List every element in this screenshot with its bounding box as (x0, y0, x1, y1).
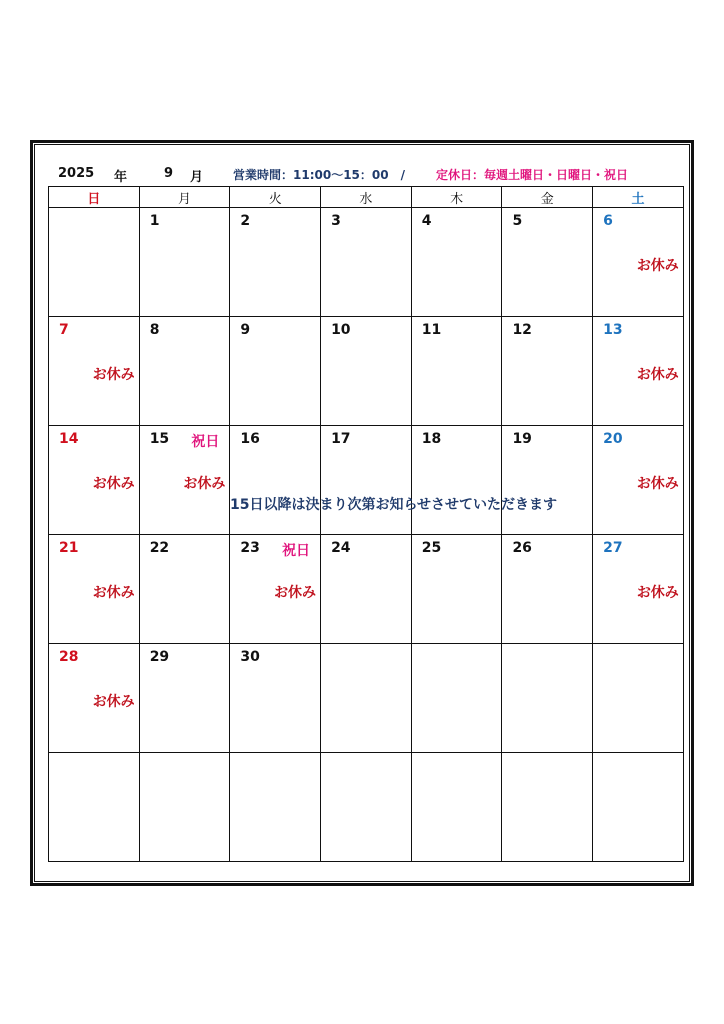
day-cell (593, 753, 684, 862)
day-number: 15 (149, 431, 170, 447)
day-number: 23 (240, 540, 260, 556)
closed-label: お休み (92, 585, 135, 601)
day-cell (593, 317, 684, 426)
day-number: 14 (59, 431, 79, 447)
day-number: 29 (149, 649, 170, 665)
weekday-mon: 月 (139, 187, 230, 208)
day-cell (230, 753, 321, 862)
day-cell (321, 426, 412, 535)
closed-label: お休み (636, 258, 679, 274)
business-hours: 営業時間：11:00〜15：00 / (233, 168, 405, 182)
day-cell (321, 644, 412, 753)
year-unit-label: 年 (114, 170, 128, 185)
calendar-header (48, 164, 676, 186)
day-cell (139, 317, 230, 426)
day-number: 11 (421, 322, 442, 338)
regular-holidays: 定休日：毎週土曜日・日曜日・祝日 (436, 168, 629, 182)
day-cell (502, 426, 593, 535)
week-row (49, 317, 684, 426)
day-number: 22 (149, 540, 170, 556)
week-row (49, 753, 684, 862)
holiday-label: 祝日 (191, 434, 220, 450)
day-number: 3 (331, 213, 341, 229)
day-cell (230, 317, 321, 426)
day-cell (411, 426, 502, 535)
weekday-wed: 水 (321, 187, 412, 208)
weekday-header-row (49, 187, 684, 208)
day-number: 13 (603, 322, 623, 338)
day-number: 28 (59, 649, 79, 665)
day-number: 20 (603, 431, 623, 447)
closed-label: お休み (92, 367, 135, 383)
day-cell (411, 208, 502, 317)
day-cell (49, 753, 140, 862)
day-cell (230, 426, 321, 535)
closed-label: お休み (92, 694, 135, 710)
day-number: 12 (512, 322, 532, 338)
closed-label: お休み (636, 585, 679, 601)
day-number: 25 (421, 540, 442, 556)
day-cell (593, 644, 684, 753)
day-number: 8 (149, 322, 160, 338)
day-number: 10 (331, 322, 351, 338)
day-cell (502, 317, 593, 426)
day-cell (230, 644, 321, 753)
day-cell (502, 208, 593, 317)
day-cell (49, 644, 140, 753)
day-cell (139, 426, 230, 535)
day-cell (411, 753, 502, 862)
day-cell (230, 535, 321, 644)
year-label: 2025 (58, 166, 95, 181)
day-cell (502, 535, 593, 644)
day-number: 26 (512, 540, 532, 556)
day-cell (49, 535, 140, 644)
weekday-thu: 木 (411, 187, 502, 208)
closed-label: お休み (274, 585, 317, 601)
day-number: 2 (240, 213, 251, 229)
day-number: 7 (59, 322, 69, 338)
closed-label: お休み (92, 476, 135, 492)
month-label: 9 (164, 166, 174, 181)
day-number: 9 (240, 322, 251, 338)
closed-label: お休み (636, 367, 679, 383)
week-row (49, 535, 684, 644)
day-cell (321, 317, 412, 426)
month-unit-label: 月 (190, 170, 204, 185)
day-number: 21 (59, 540, 79, 556)
day-number: 4 (421, 213, 432, 229)
week-row (49, 208, 684, 317)
notice-text: 15日以降は決まり次第お知らせさせていただきます (230, 497, 558, 513)
day-number: 1 (149, 213, 160, 229)
day-cell (49, 208, 140, 317)
day-cell (593, 426, 684, 535)
day-cell (411, 644, 502, 753)
day-cell (321, 753, 412, 862)
day-number: 6 (603, 213, 613, 229)
day-number: 24 (331, 540, 351, 556)
day-cell (321, 535, 412, 644)
weekday-sun: 日 (49, 187, 140, 208)
weekday-sat: 土 (593, 187, 684, 208)
weekday-tue: 火 (230, 187, 321, 208)
calendar-grid (48, 186, 684, 862)
day-cell (411, 317, 502, 426)
day-number: 19 (512, 431, 532, 447)
day-number: 30 (240, 649, 260, 665)
day-number: 27 (603, 540, 623, 556)
closed-label: お休み (636, 476, 679, 492)
weekday-fri: 金 (502, 187, 593, 208)
day-cell (139, 753, 230, 862)
day-number: 16 (240, 431, 260, 447)
day-cell (593, 208, 684, 317)
day-number: 17 (331, 431, 351, 447)
day-cell (411, 535, 502, 644)
day-cell (139, 535, 230, 644)
day-cell (321, 208, 412, 317)
day-cell (502, 753, 593, 862)
week-row (49, 426, 684, 535)
day-cell (139, 208, 230, 317)
closed-label: お休み (183, 476, 226, 492)
calendar-body (49, 208, 684, 862)
day-number: 5 (512, 213, 523, 229)
day-cell (502, 644, 593, 753)
day-number: 18 (421, 431, 442, 447)
day-cell (593, 535, 684, 644)
day-cell (139, 644, 230, 753)
day-cell (49, 426, 140, 535)
holiday-label: 祝日 (282, 543, 311, 559)
day-cell (230, 208, 321, 317)
week-row (49, 644, 684, 753)
day-cell (49, 317, 140, 426)
